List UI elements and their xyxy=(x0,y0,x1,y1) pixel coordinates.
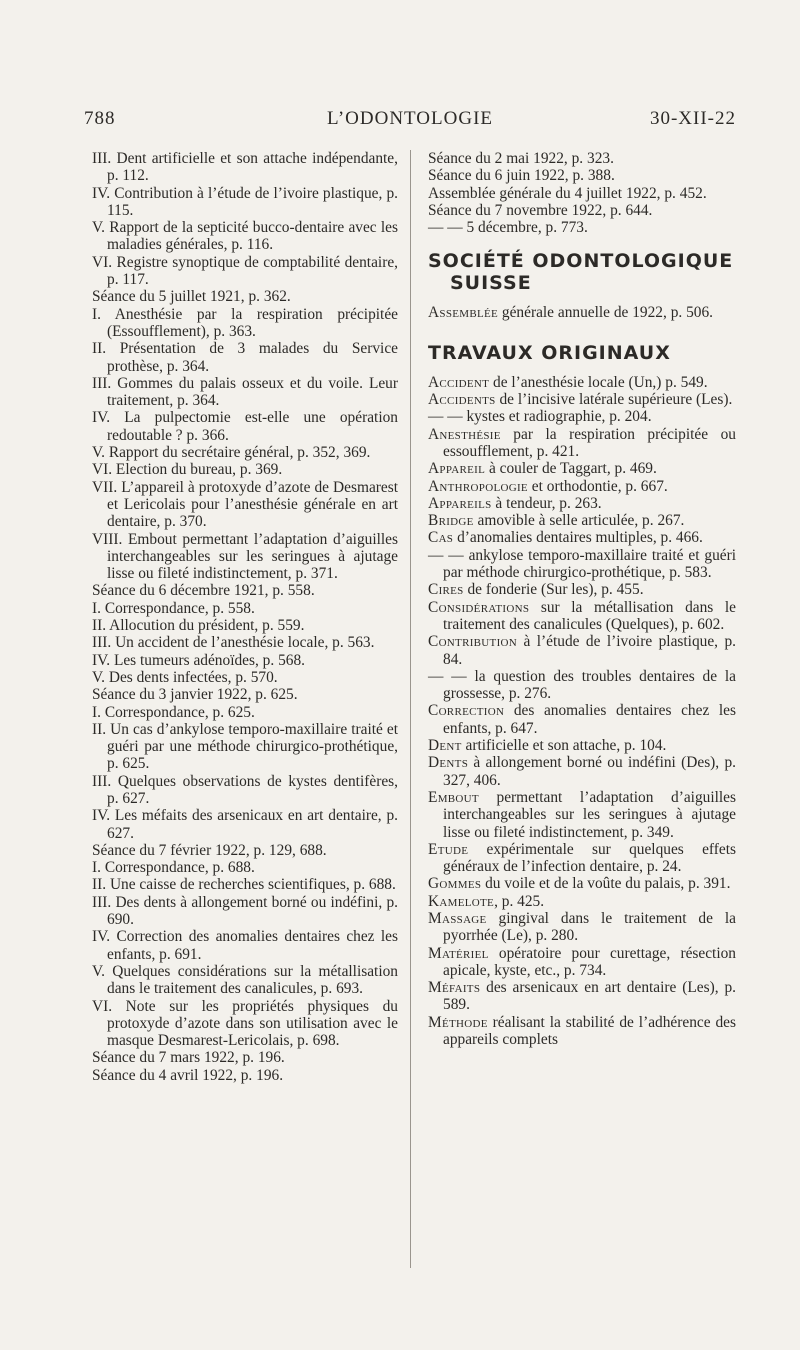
index-entry xyxy=(428,1014,736,1049)
index-entry: V. Rapport du secrétaire général, p. 352, 369. xyxy=(92,444,371,462)
index-entry: III. Des dents à allongement borné ou indéfini, p. 690. xyxy=(92,893,398,929)
seance-entry: — — 5 décembre, p. 773. xyxy=(428,219,588,237)
entry-text: — — la question des troubles dentaires de la grossesse, p. 276. xyxy=(428,667,736,703)
index-entry: II. Une caisse de recherches scientifiques, p. 688. xyxy=(92,876,396,894)
entry-keyword: Méfaits xyxy=(428,979,481,997)
index-entry: V. Des dents infectées, p. 570. xyxy=(92,668,278,686)
index-entry xyxy=(428,529,736,546)
travaux-originaux-list xyxy=(428,374,736,1049)
entry-keyword: Anesthésie xyxy=(428,425,501,443)
index-entry xyxy=(428,979,736,1014)
index-entry: III. Un accident de l’anesthésie locale, p. 563. xyxy=(92,634,375,652)
entry-text: , p. 425. xyxy=(494,892,545,910)
entry-text: et orthodontie, p. 667. xyxy=(527,477,668,495)
seance-heading: Séance du 3 janvier 1922, p. 625. xyxy=(92,686,298,704)
seance-heading: Séance du 5 juillet 1921, p. 362. xyxy=(92,288,291,306)
entry-keyword: Kamelote xyxy=(428,892,495,910)
entry-text: réalisant la stabilité de l’adhérence des appareils complets xyxy=(443,1013,736,1049)
index-entry: III. Dent artificielle et son attache indépendante, p. 112. xyxy=(92,150,398,185)
section-heading-travaux-originaux: TRAVAUX ORIGINAUX xyxy=(428,341,671,364)
entry-keyword: Matériel xyxy=(428,944,489,962)
entry-text: de l’anesthésie locale (Un,) p. 549. xyxy=(489,373,708,391)
entry-keyword: Anthropologie xyxy=(428,477,528,495)
index-entry: I. Correspondance, p. 625. xyxy=(92,703,255,721)
index-entry xyxy=(428,304,736,321)
entry-keyword: Appareil xyxy=(428,460,486,478)
index-entry xyxy=(428,599,736,634)
seance-heading: Séance du 4 avril 1922, p. 196. xyxy=(92,1066,284,1084)
seance-heading: Séance du 7 mars 1922, p. 196. xyxy=(92,1049,285,1067)
index-entry xyxy=(428,374,736,391)
entry-text: opératoire pour curettage, résection apicale, kyste, etc., p. 734. xyxy=(443,944,736,979)
issue-date: 30-XII-22 xyxy=(649,108,736,129)
entry-text: permettant l’adaptation d’aiguilles interchangeables sur les seringues à ajutage lisse ou fileté indistinctement, p. 349. xyxy=(443,788,736,841)
entry-keyword: Cires xyxy=(428,581,464,599)
entry-keyword: Gommes xyxy=(428,875,482,893)
index-entry: VI. Election du bureau, p. 369. xyxy=(92,461,283,479)
seance-entry: Séance du 6 juin 1922, p. 388. xyxy=(428,167,615,185)
entry-text: — — kystes et radiographie, p. 204. xyxy=(428,408,652,426)
entry-text: générale annuelle de 1922, p. 506. xyxy=(498,304,714,322)
right-top-list xyxy=(428,150,736,236)
index-entry: II. Un cas d’ankylose temporo-maxillaire traité et guéri par une méthode chirurgico-prothétique, p. 625. xyxy=(92,720,398,773)
index-entry: V. Rapport de la septicité bucco-dentaire avec les maladies générales, p. 116. xyxy=(92,219,398,254)
entry-text: des arsenicaux en art dentaire (Les), p. 589. xyxy=(443,979,736,1014)
seance-entry: Séance du 2 mai 1922, p. 323. xyxy=(428,150,614,167)
index-entry: I. Anesthésie par la respiration précipitée (Essoufflement), p. 363. xyxy=(92,305,398,340)
journal-title: L’ODONTOLOGIE xyxy=(326,108,494,129)
section-heading-societe-suisse: SOCIÉTÉ ODONTOLOGIQUE SUISSE xyxy=(428,250,734,295)
entry-keyword: Dent xyxy=(428,737,462,755)
index-entry: I. Correspondance, p. 688. xyxy=(92,859,255,877)
index-entry: III. Gommes du palais osseux et du voile. Leur traitement, p. 364. xyxy=(92,374,398,410)
entry-text: d’anomalies dentaires multiples, p. 466. xyxy=(453,529,703,547)
seance-heading: Séance du 7 février 1922, p. 129, 688. xyxy=(92,841,327,859)
index-entry xyxy=(428,841,736,876)
left-column xyxy=(92,150,398,1084)
index-entry xyxy=(428,702,736,737)
index-entry: II. Présentation de 3 malades du Service prothèse, p. 364. xyxy=(92,340,398,375)
index-entry: IV. Correction des anomalies dentaires chez les enfants, p. 691. xyxy=(92,928,398,963)
index-entry xyxy=(428,495,736,512)
entry-text: à allongement borné ou indéfini (Des), p. 327, 406. xyxy=(443,754,736,789)
index-entry: VI. Note sur les propriétés physiques du protoxyde d’azote dans son utilisation avec le masque Desmarest-Lericolais, p. 698. xyxy=(92,997,398,1050)
entry-keyword: Accidents xyxy=(428,391,496,409)
index-entry: VI. Registre synoptique de comptabilité dentaire, p. 117. xyxy=(92,253,398,289)
right-column xyxy=(428,150,736,1048)
index-entry xyxy=(428,789,736,841)
entry-keyword: Accident xyxy=(428,373,490,391)
index-entry xyxy=(428,547,736,582)
index-entry: IV. Les méfaits des arsenicaux en art dentaire, p. 627. xyxy=(92,807,398,842)
entry-keyword: Considérations xyxy=(428,598,530,616)
index-entry xyxy=(428,875,736,892)
index-entry xyxy=(428,945,736,980)
index-entry xyxy=(428,754,736,789)
index-entry xyxy=(428,478,736,495)
entry-keyword: Cas xyxy=(428,529,454,547)
index-entry xyxy=(428,426,736,461)
index-entry xyxy=(428,633,736,668)
index-entry xyxy=(428,893,736,910)
index-entry: IV. Contribution à l’étude de l’ivoire plastique, p. 115. xyxy=(92,184,398,219)
index-entry xyxy=(428,408,736,425)
index-entry: VIII. Embout permettant l’adaptation d’aiguilles interchangeables sur les seringues à ajutage lisse ou fileté indistinctement, p. 371. xyxy=(92,530,398,583)
column-divider xyxy=(410,150,411,1268)
page-number: 788 xyxy=(84,108,116,129)
entry-keyword: Dents xyxy=(428,754,469,772)
index-entry: IV. Les tumeurs adénoïdes, p. 568. xyxy=(92,651,306,669)
index-entry xyxy=(428,737,736,754)
running-header xyxy=(84,108,736,138)
entry-text: expérimentale sur quelques effets généraux de l’infection dentaire, p. 24. xyxy=(443,840,736,876)
entry-keyword: Bridge xyxy=(428,512,474,530)
entry-keyword: Etude xyxy=(428,840,469,858)
entry-text: gingival dans le traitement de la pyorrhée (Le), p. 280. xyxy=(443,909,736,945)
entry-keyword: Contribution xyxy=(428,633,518,651)
index-entry xyxy=(428,512,736,529)
index-entry xyxy=(428,581,736,598)
entry-text: par la respiration précipitée ou essoufflement, p. 421. xyxy=(443,425,736,460)
entry-text: de fonderie (Sur les), p. 455. xyxy=(463,581,644,599)
seance-heading: Séance du 6 décembre 1921, p. 558. xyxy=(92,582,315,600)
entry-text: artificielle et son attache, p. 104. xyxy=(461,737,667,755)
index-entry: II. Allocution du président, p. 559. xyxy=(92,617,305,635)
index-entry: V. Quelques considérations sur la métallisation dans le traitement des canalicules, p. 693. xyxy=(92,962,398,998)
index-entry: III. Quelques observations de kystes dentifères, p. 627. xyxy=(92,772,398,807)
entry-keyword: Correction xyxy=(428,702,505,720)
entry-keyword: Appareils xyxy=(428,494,492,512)
index-entry: I. Correspondance, p. 558. xyxy=(92,599,255,617)
entry-text: à tendeur, p. 263. xyxy=(491,494,602,512)
entry-text: à couler de Taggart, p. 469. xyxy=(485,460,657,478)
entry-text: de l’incisive latérale supérieure (Les). xyxy=(495,391,733,409)
entry-text: sur la métallisation dans le traitement des canalicules (Quelques), p. 602. xyxy=(443,598,736,633)
index-entry xyxy=(428,391,736,408)
entry-text: des anomalies dentaires chez les enfants, p. 647. xyxy=(443,702,736,737)
seance-entry: Assemblée générale du 4 juillet 1922, p. 452. xyxy=(428,184,707,202)
index-entry xyxy=(428,668,736,703)
index-entry xyxy=(428,910,736,945)
index-entry: IV. La pulpectomie est-elle une opération redoutable ? p. 366. xyxy=(92,409,398,444)
entry-text: amovible à selle articulée, p. 267. xyxy=(473,512,685,530)
entry-keyword: Massage xyxy=(428,909,487,927)
entry-keyword: Assemblée xyxy=(428,304,499,322)
entry-keyword: Méthode xyxy=(428,1013,488,1031)
seance-entry: Séance du 7 novembre 1922, p. 644. xyxy=(428,201,653,219)
entry-text: du voile et de la voûte du palais, p. 391. xyxy=(481,875,731,893)
index-entry: VII. L’appareil à protoxyde d’azote de Desmarest et Lericolais pour l’anesthésie générale en art dentaire, p. 370. xyxy=(92,478,398,531)
index-entry xyxy=(428,460,736,477)
entry-text: — — ankylose temporo-maxillaire traité et guéri par méthode chirurgico-prothétique, p. 583. xyxy=(428,546,736,582)
entry-keyword: Embout xyxy=(428,788,479,806)
entry-text: à l’étude de l’ivoire plastique, p. 84. xyxy=(443,633,736,668)
